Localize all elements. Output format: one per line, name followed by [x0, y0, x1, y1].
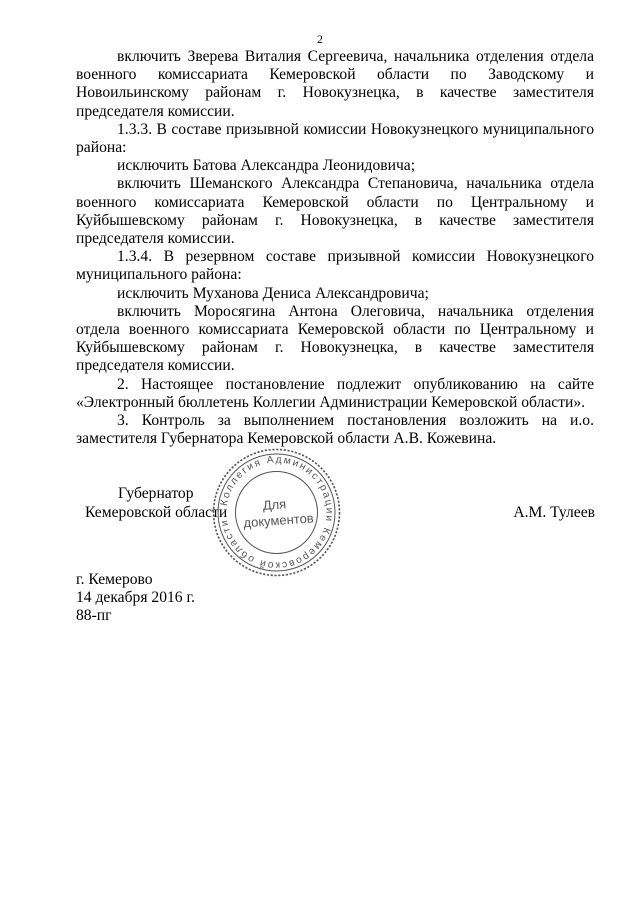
footer-date: 14 декабря 2016 г. — [76, 589, 196, 607]
footer-city: г. Кемерово — [76, 571, 153, 588]
seal-center-text-line2: документов — [242, 510, 315, 531]
paragraph-1-3-4-heading: 1.3.4. В резервном составе призывной комиссии Новокузнецкого муниципального района: — [76, 248, 594, 284]
paragraph-exclude-batov: исключить Батова Александра Леонидовича; — [117, 157, 416, 175]
official-seal-stamp — [211, 447, 342, 578]
paragraph-exclude-mukhanov: исключить Муханова Дениса Александровича; — [117, 284, 429, 302]
seal-center-text-line1: Для — [262, 496, 287, 513]
paragraph-include-zverev: включить Зверева Виталия Сергеевича, начальника отделения отдела военного комиссариата Кемеровской области по Заводскому и Новоильинскому районам г. Новокузнецка, в качестве заместителя председателя комиссии. — [76, 48, 594, 120]
signatory-organization: Кемеровской области — [85, 504, 228, 521]
footer-number: 88-пг — [76, 607, 112, 625]
signatory-title: Губернатор — [118, 485, 194, 502]
signatory-name: А.М. Тулеев — [513, 504, 595, 521]
document-body — [76, 48, 594, 448]
document-footer — [76, 571, 195, 626]
seal-ring-text: Коллегия Администрации Кемеровской области — [218, 454, 335, 571]
paragraph-include-shemansky: включить Шеманского Александра Степановича, начальника отдела военного комиссариата Кемеровской области по Центральному и Куйбышевскому районам г. Новокузнецка, в качестве заместителя председателя комиссии. — [76, 175, 594, 248]
page-number: 2 — [317, 32, 323, 46]
paragraph-2-publication: 2. Настоящее постановление подлежит опубликованию на сайте «Электронный бюллетень Коллегии Администрации Кемеровской области». — [76, 375, 594, 411]
paragraph-1-3-3-heading: 1.3.3. В составе призывной комиссии Новокузнецкого муниципального района: — [76, 120, 594, 157]
paragraph-include-morosyagin: включить Моросягина Антона Олеговича, начальника отделения отдела военного комиссариата Кемеровской области по Центральному и Куйбышевскому районам г. Новокузнецка, в качестве заместителя председателя комиссии. — [76, 302, 594, 375]
paragraph-3-control: 3. Контроль за выполнением постановления возложить на и.о. заместителя Губернатора Кемеровской области А.В. Кожевина. — [76, 412, 594, 448]
